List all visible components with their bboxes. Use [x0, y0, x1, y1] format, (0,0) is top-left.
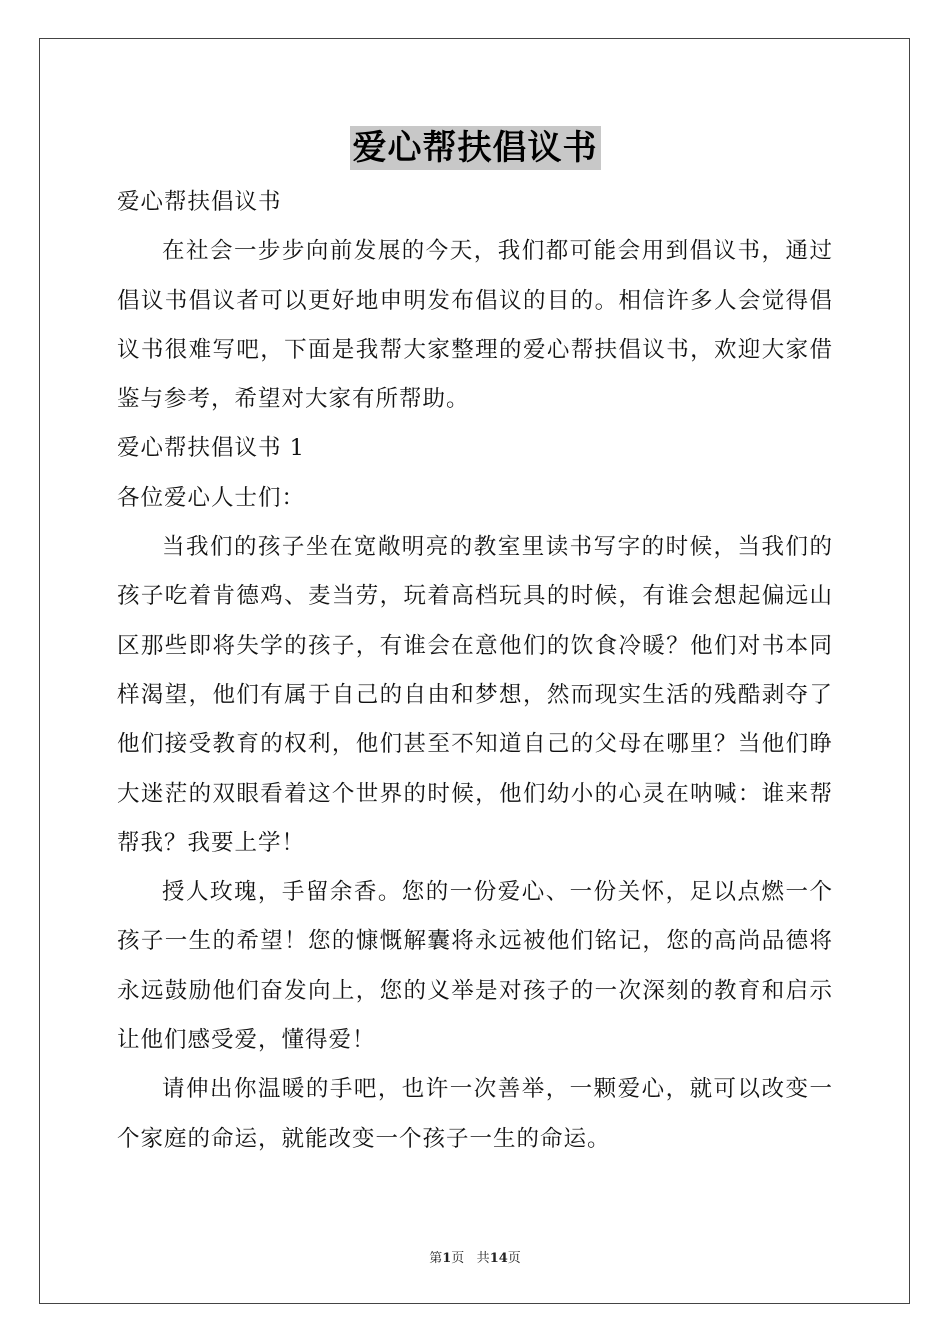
paragraph-body-1: 当我们的孩子坐在宽敞明亮的教室里读书写字的时候，当我们的孩子吃着肯德鸡、麦当劳，玩着高档玩具的时候，有谁会想起偏远山区那些即将失学的孩子，有谁会在意他们的饮食冷暖？他们对书本同样渴望，他们有属于自己的自由和梦想，然而现实生活的残酷剥夺了他们接受教育的权利，他们甚至不知道自己的父母在哪里？当他们睁大迷茫的双眼看着这个世界的时候，他们幼小的心灵在呐喊：谁来帮帮我？我要上学！ — [117, 534, 833, 856]
footer-page-total: 14 — [489, 1251, 508, 1266]
paragraph-section-heading: 爱心帮扶倡议书 1 — [117, 435, 305, 462]
document-title: 爱心帮扶倡议书 — [350, 126, 601, 170]
footer-page-current: 1 — [442, 1251, 452, 1266]
paragraph-salutation: 各位爱心人士们： — [117, 484, 306, 511]
title-container — [0, 126, 950, 170]
document-body — [117, 178, 833, 1164]
paragraph-subtitle: 爱心帮扶倡议书 — [117, 189, 282, 215]
footer-total-prefix: 共 — [476, 1251, 490, 1266]
paragraph-body-3: 请伸出你温暖的手吧，也许一次善举，一颗爱心，就可以改变一个家庭的命运，就能改变一个孩子一生的命运。 — [117, 1076, 833, 1152]
page-footer — [0, 1247, 950, 1266]
footer-total-unit: 页 — [507, 1251, 521, 1266]
paragraph-body-2: 授人玫瑰，手留余香。您的一份爱心、一份关怀，足以点燃一个孩子一生的希望！您的慷慨解囊将永远被他们铭记，您的高尚品德将永远鼓励他们奋发向上，您的义举是对孩子的一次深刻的教育和启示让他们感受爱，懂得爱！ — [117, 879, 833, 1054]
footer-page-prefix: 第 — [429, 1251, 443, 1266]
paragraph-intro: 在社会一步步向前发展的今天，我们都可能会用到倡议书，通过倡议书倡议者可以更好地申明发布倡议的目的。相信许多人会觉得倡议书很难写吧，下面是我帮大家整理的爱心帮扶倡议书，欢迎大家借鉴与参考，希望对大家有所帮助。 — [117, 238, 833, 413]
footer-page-unit: 页 — [451, 1251, 465, 1266]
